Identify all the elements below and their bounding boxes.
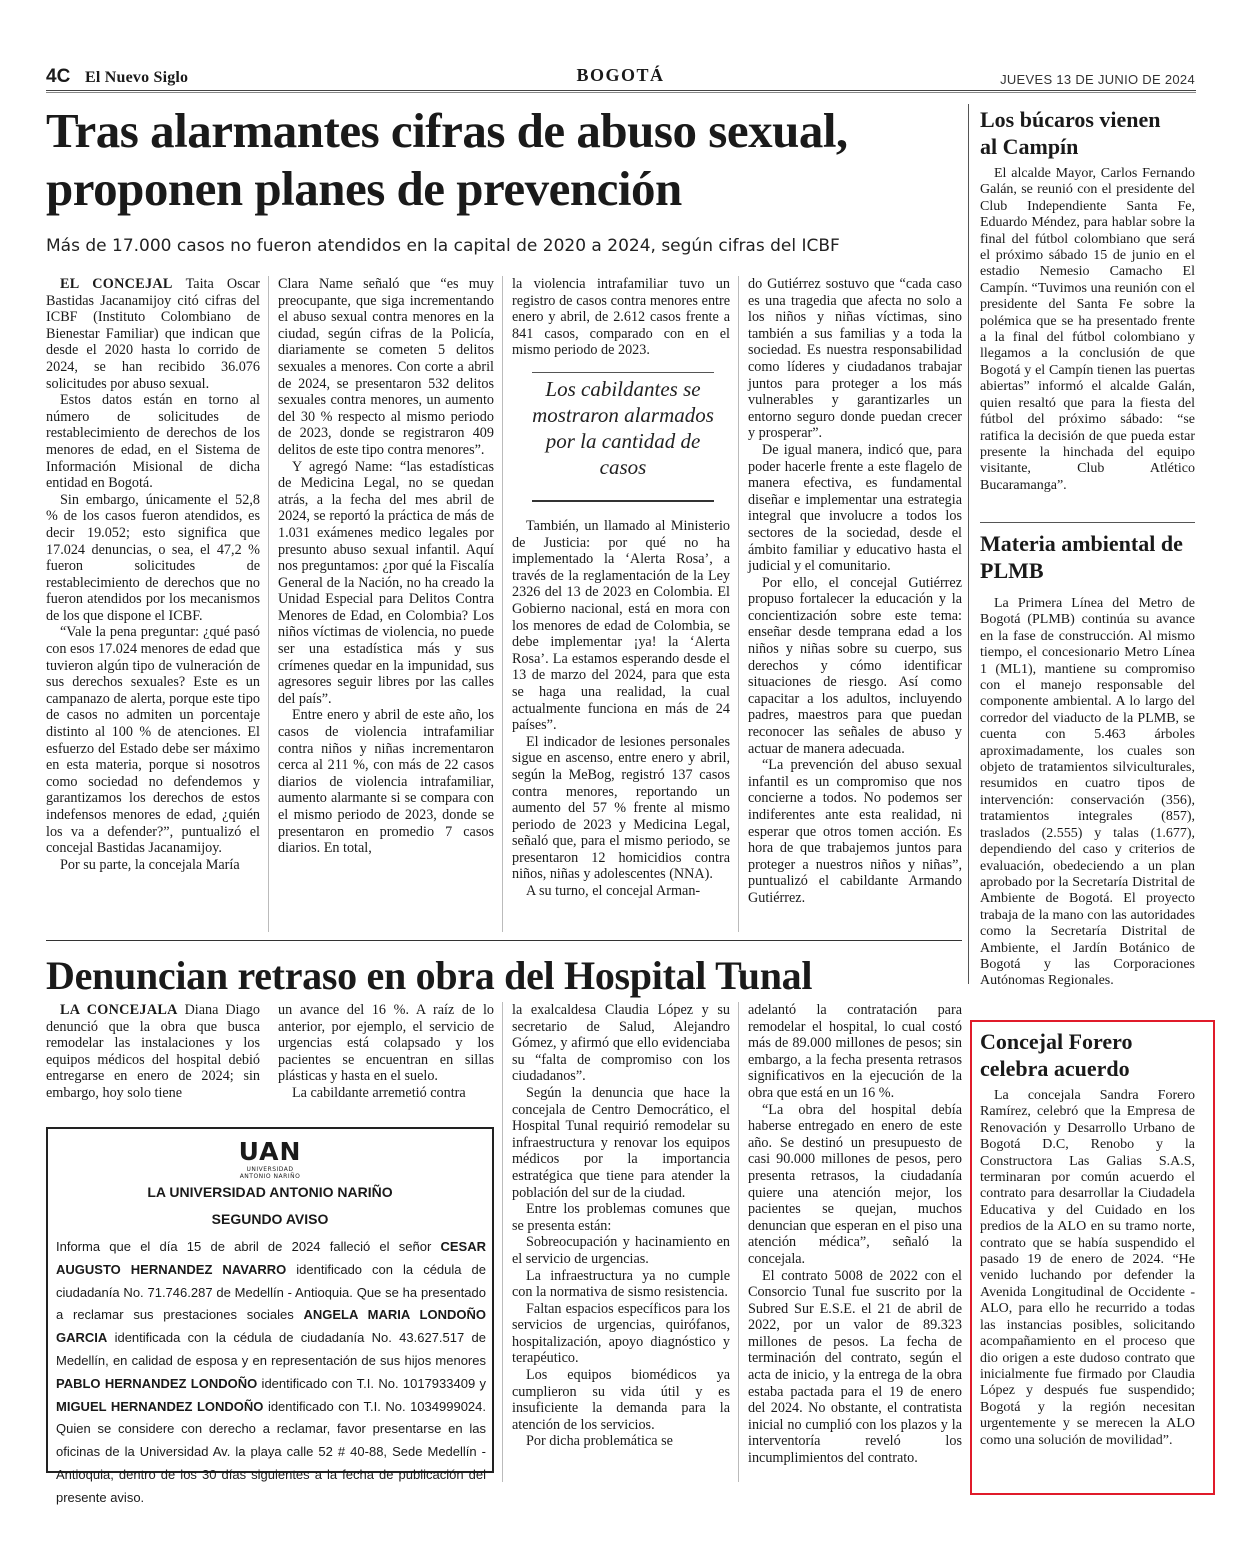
notice-text: Informa que el día 15 de abril de 2024 falleció el señor [56, 1239, 441, 1254]
paragraph: También, un llamado al Ministerio de Justicia: por qué no ha implementado la ‘Alerta Rosa’, a través de la reglamentación de la Ley 2326 del 13 de 2023 en Colombia. El Gobierno nacional, está en mora con los menores de edad de Colombia, se debe implementar ¡ya! la ‘Alerta Rosa’. La estamos esperando desde el 13 de marzo del 2024, para que esta se haga una realidad, la cual actualmente funciona en más de 24 países”. [512, 518, 730, 734]
pullquote: Los cabildantes se mostraron alarmados por la cantidad de casos [532, 377, 714, 479]
lead-in: LA CONCEJALA [60, 1002, 178, 1018]
main-subhead: Más de 17.000 casos no fueron atendidos en la capital de 2020 a 2024, según cifras del ICBF [46, 236, 840, 256]
paragraph: Clara Name señaló que “es muy preocupante, que siga incrementando el abuso sexual contra menores en la ciudad, según cifras de la Policía, diariamente se cometen 5 delitos sexuales a menores. Con corte a abril de 2024, se presentaron 532 delitos sexuales contra menores, un aumento del 30 % respecto al mismo periodo de 2023, donde se registraron 409 delitos de este tipo contra menores”. [278, 276, 494, 458]
sidebar-divider [980, 522, 1195, 523]
notice-name: ANGELA MARIA LONDOÑO GARCIA [56, 1307, 486, 1346]
paragraph: Sin embargo, únicamente el 52,8 % de los casos fueron atendidos, es decir 19.052; esto significa que 17.024 denuncias, o sea, el 47,2 % fueron solicitudes de restablecimiento de derechos que no fueron atendidos por los mecanismos de los que dispone el ICBF. [46, 491, 260, 624]
notice-title: LA UNIVERSIDAD ANTONIO NARIÑO [147, 1184, 393, 1200]
notice-subtitle: SEGUNDO AVISO [211, 1211, 329, 1227]
paragraph: A su turno, el concejal Arman- [526, 883, 701, 900]
logo-mark: UAN [238, 1137, 302, 1166]
column-rule [502, 1002, 503, 1482]
sidebar-title-2: Materia ambiental de PLMB [980, 531, 1183, 583]
column-rule [268, 276, 269, 932]
paragraph: Sobreocupación y hacinamiento en el servicio de urgencias. [512, 1234, 730, 1267]
pullquote-rule-bottom [532, 500, 714, 502]
main-column-3-cont [512, 518, 730, 900]
newspaper-name: El Nuevo Siglo [85, 69, 189, 86]
second-headline: Denuncian retraso en obra del Hospital Tunal [46, 953, 813, 998]
paragraph: Y agregó Name: “las estadísticas de Medicina Legal, no se quedan atrás, a la fecha del mes abril de 2024, se reportó la práctica de más de 1.031 exámenes medico legales por presunto abuso sexual infantil. Aquí nos preguntamos: ¿por qué la Fiscalía General de la Nación, no ha creado la Unidad Especial para Delitos Contra Menores de Edad, en Colombia? Los niños víctimas de violencia, no puede ser una estadística más y sus crímenes quedar en la impunidad, sus agresores seguir libres por las calles del país”. [278, 458, 494, 707]
column-rule [738, 1002, 739, 1482]
notice-text: identificada con la cédula de ciudadanía No. 43.627.517 de Medellín, en calidad de esposa y en representación de sus hijos menores [56, 1330, 486, 1368]
header-rule [46, 90, 1196, 91]
sidebar-rule [968, 104, 969, 984]
sidebar-title-3: Concejal Forero celebra acuerdo [980, 1029, 1133, 1081]
paragraph: “La prevención del abuso sexual infantil es un compromiso que nos concierne a todos. No podemos ser indiferentes ante esta realidad, ni esperar que otros tomen acción. Es hora de que trabajemos juntos para proteger a nuestros niños y niñas”, puntualizó el cabildante Armando Gutiérrez. [748, 757, 962, 906]
notice-name: CESAR AUGUSTO HERNANDEZ NAVARRO [56, 1239, 486, 1277]
main-column-4 [748, 276, 962, 907]
sidebar-text-3 [980, 1088, 1195, 1449]
paragraph: la exalcaldesa Claudia López y su secretario de Salud, Alejandro Gómez, y afirmó que ello evidenciaba su “falta de compromiso con los ciudadanos”. [512, 1002, 730, 1085]
paragraph: Estos datos están en torno al número de solicitudes de restablecimiento de derechos de los menores de edad, en el Sistema de Información Misional de dicha entidad en Bogotá. [46, 392, 260, 492]
lead-in: EL CONCEJAL [60, 276, 173, 292]
paragraph: Por ello, el concejal Gutiérrez propuso fortalecer la educación y la concientización sobre este tema: enseñar desde temprana edad a los niños y niñas sobre su cuerpo, sus derechos y cómo identificar situaciones de riesgo. Así como capacitar a los adultos, incluyendo padres, maestros para que puedan reconocer las señales de abuso y actuar de manera adecuada. [748, 574, 962, 757]
notice-text: identificado con la cédula de ciudadanía No. 71.746.287 de Medellín - Antioquia. Que se ha presentado a reclamar sus prestaciones sociales [56, 1261, 486, 1323]
main-column-2 [278, 276, 494, 857]
logo-subtitle: UNIVERSIDAD [246, 1166, 294, 1173]
second-column-3 [512, 1002, 730, 1450]
sidebar-text-1 [980, 166, 1195, 494]
section-name: BOGOTÁ [576, 65, 665, 85]
notice-body [56, 1236, 486, 1510]
paragraph: La infraestructura ya no cumple con la normativa de sismo resistencia. [512, 1267, 730, 1301]
paragraph: adelantó la contratación para remodelar el hospital, lo cual costó más de 89.000 millones de pesos; sin embargo, a la fecha presenta retrasos significativos en la ejecución de la obra que está en un 16 %. [748, 1002, 962, 1101]
paragraph: Por dicha problemática se [526, 1433, 673, 1450]
paragraph: La Primera Línea del Metro de Bogotá (PLMB) continúa su avance en la fase de construcción. Al mismo tiempo, el concesionario Metro Línea 1 (ML1), mantiene su compromiso con el manejo responsable del componente ambiental. A lo largo del corredor del viaducto de la PLMB, se cuenta con 5.463 árboles aproximadamente, los cuales son objeto de tratamientos silviculturales, resumidos en cuatro tipos de intervención: conservación (356), tratamientos integrales (857), traslados (2.555) y talas (1.677), dependiendo del caso y criterios de evaluación, obedeciendo a un plan aprobado por la Secretaría Distrital de Ambiente de Bogotá. El proyecto trabaja de la mano con las autoridades como la Secretaría Distrital de Ambiente, el Jardín Botánico de Bogotá y las Corporaciones Autónomas Regionales. [980, 596, 1195, 989]
paragraph: Entre los problemas comunes que se presenta están: [512, 1201, 730, 1234]
logo-subtitle: ANTONIO NARIÑO [239, 1173, 301, 1180]
header-rule-thin [46, 92, 1196, 93]
paragraph: la violencia intrafamiliar tuvo un registro de casos contra menores entre enero y abril, de 2.612 casos frente a 841 casos, comparado con en el mismo periodo de 2023. [512, 276, 730, 359]
paragraph: El contrato 5008 de 2022 con el Consorcio Tunal fue suscrito por la Subred Sur E.S.E. el 21 de abril de 2022, por un valor de 89.323 millones de pesos. La fecha de terminación del contrato, según el acta de inicio, y la entrega de la obra estaba pactada para el 19 de enero del 2024. No obstante, el contratista inicial no cumplió con los plazos y la interventoría reveló los incumplimientos del contrato. [748, 1267, 962, 1467]
main-headline: Tras alarmantes cifras de abuso sexual, proponen planes de prevención [46, 103, 848, 216]
main-column-3 [512, 276, 730, 359]
issue-date: JUEVES 13 DE JUNIO DE 2024 [1000, 72, 1195, 87]
sidebar-title-1: Los búcaros vienen al Campín [980, 107, 1161, 159]
paragraph: “Vale la pena preguntar: ¿qué pasó con esos 17.024 menores de edad que tuvieron algún tipo de vulneración de sus derechos sexuales? Este es un campanazo de alerta, porque este tipo de casos no admiten un porcentaje distinto al 100 % de atenciones. El esfuerzo del Estado debe ser máximo en esta materia, porque si nosotros como sociedad no defendemos y garantizamos los derechos de estos indefensos menores de edad, ¿quién los va a defender?”, puntualizó el concejal Bastidas Jacanamijoy. [46, 624, 260, 857]
pullquote-rule-top [532, 372, 714, 373]
paragraph: Diana Diago denunció que la obra que busca remodelar las instalaciones y los equipos médicos del hospital debió entregarse en enero de 2024; sin embargo, hoy solo tiene [46, 1002, 260, 1101]
paragraph: “La obra del hospital debía haberse entregado en enero de este año. Se destinó un presupuesto de casi 90.000 millones de pesos, pero presenta retrasos, la ciudadanía quiere una atención mejor, los pacientes se quejan, muchos denuncian que esperan en el piso una atención médica”, señaló la concejala. [748, 1101, 962, 1267]
paragraph: Faltan espacios específicos para los servicios de urgencias, quirófanos, hospitalización, apoyo diagnóstico y terapéutico. [512, 1300, 730, 1367]
paragraph: Entre enero y abril de este año, los casos de violencia intrafamiliar contra niños y niñas incrementaron cerca al 211 %, con más de 22 casos diarios de violencia intrafamiliar, aumento alarmante si se compara con el mismo periodo de 2023, donde se presentaron en promedio 7 casos diarios. En total, [278, 707, 494, 857]
paragraph: un avance del 16 %. A raíz de lo anterior, por ejemplo, el servicio de urgencias está colapsado y los pacientes se encuentran en sillas plásticas y hasta en el suelo. [278, 1002, 494, 1085]
page-number: 4C [46, 66, 71, 87]
paragraph: El alcalde Mayor, Carlos Fernando Galán, se reunió con el presidente del Club Independiente Santa Fe, Eduardo Méndez, para hablar sobre la final del fútbol colombiano que será el próximo sábado 15 de junio en el estadio Nemesio Camacho El Campín. “Tuvimos una reunión con el presidente del Santa Fe sobre la polémica que se ha presentado frente a la final del fútbol colombiano y llegamos a la conclusión de que Bogotá y el Campín tienen las puertas abiertas” informó el alcalde Galán, quien resaltó que para la fiesta del fútbol del próximo sábado: “se ratifica la decisión de que pueda estar presente la hinchada del equipo visitante, Club Atlético Bucaramanga”. [980, 166, 1195, 493]
column-rule [502, 276, 503, 932]
second-column-4 [748, 1002, 962, 1467]
paragraph: De igual manera, indicó que, para poder hacerle frente a este flagelo de manera efectiva, es fundamental diseñar e implementar una estrategia integral que involucre a todos los sectores de la sociedad, desde el ámbito familiar y educativo hasta el judicial y el comunitario. [748, 441, 962, 575]
story-divider [46, 940, 962, 941]
paragraph: Los equipos biomédicos ya cumplieron su vida útil y es insuficiente la demanda para la atención de los servicios. [512, 1367, 730, 1433]
sidebar-text-2 [980, 596, 1195, 990]
notice-name: PABLO HERNANDEZ LONDOÑO [56, 1375, 258, 1391]
column-rule [738, 276, 739, 932]
paragraph: Taita Oscar Bastidas Jacanamijoy citó cifras del ICBF (Instituto Colombiano de Bienestar Familiar) que indican que desde el 2020 hasta lo corrido de 2024, se han recibido 36.076 solicitudes por abuso sexual. [46, 276, 261, 392]
paragraph: La cabildante arremetió contra [292, 1084, 466, 1101]
paragraph: do Gutiérrez sostuvo que “cada caso es una tragedia que afecta no solo a los niños y niñas víctimas, sino también a sus familias y a toda la sociedad. Es nuestra responsabilidad como líderes y ciudadanos trabajar juntos para proteger a los más vulnerables y garantizarles un entorno seguro donde puedan crecer y prosperar”. [748, 276, 962, 442]
main-column-1 [46, 276, 260, 873]
notice-text: identificado con T.I. No. 1034999024. Quien se considere con derecho a reclamar, favor presentarse en las oficinas de la Universidad Av. la playa calle 52 # 40-88, Sede Medellín -Antioquia, dentro de los 30 días siguientes a la fecha de publicación del presente aviso. [56, 1398, 486, 1505]
second-column-1 [46, 1002, 260, 1102]
paragraph: Según la denuncia que hace la concejala de Centro Democrático, el Hospital Tunal requirió remodelar su infraestructura y renovar los equipos médicos por la importancia estratégica que tiene para atender la población del sur de la ciudad. [512, 1084, 730, 1201]
paragraph: El indicador de lesiones personales sigue en ascenso, entre enero y abril, según la MeBog, registró 137 casos contra menores, reportando un aumento del 57 % frente al mismo periodo de 2023 y Medicina Legal, señaló que, para el mismo periodo, se presentaron 12 homicidios contra niños, niñas y adolescentes (NNA). [512, 733, 730, 883]
paragraph: Por su parte, la concejala María [60, 856, 240, 873]
notice-name: MIGUEL HERNANDEZ LONDOÑO [56, 1398, 264, 1414]
paragraph: La concejala Sandra Forero Ramírez, celebró que la Empresa de Renovación y Desarrollo Urbano de Bogotá D.C, Renobo y la Constructora Las Galias S.A.S, terminaran por común acuerdo el contrato para desarrollar la Ciudadela Educativa y del Cuidado en los predios de la ALO en su tramo norte, contrato que se había suspendido el pasado 19 de enero de 2024. “He venido luchando por defender la Avenida Longitudinal de Occidente - ALO, para ello he recurrido a todas las instancias posibles, solicitando acompañamiento en el proceso que dio origen a este dudoso contrato que inicialmente fue firmado por Claudia López y después fue suspendido; Bogotá y la región necesitan urgentemente y se merecen la ALO como una solución de movilidad”. [980, 1088, 1195, 1448]
second-column-2 [278, 1002, 494, 1102]
university-logo [228, 1137, 312, 1180]
notice-text: identificado con T.I. No. 1017933409 y [257, 1375, 487, 1391]
